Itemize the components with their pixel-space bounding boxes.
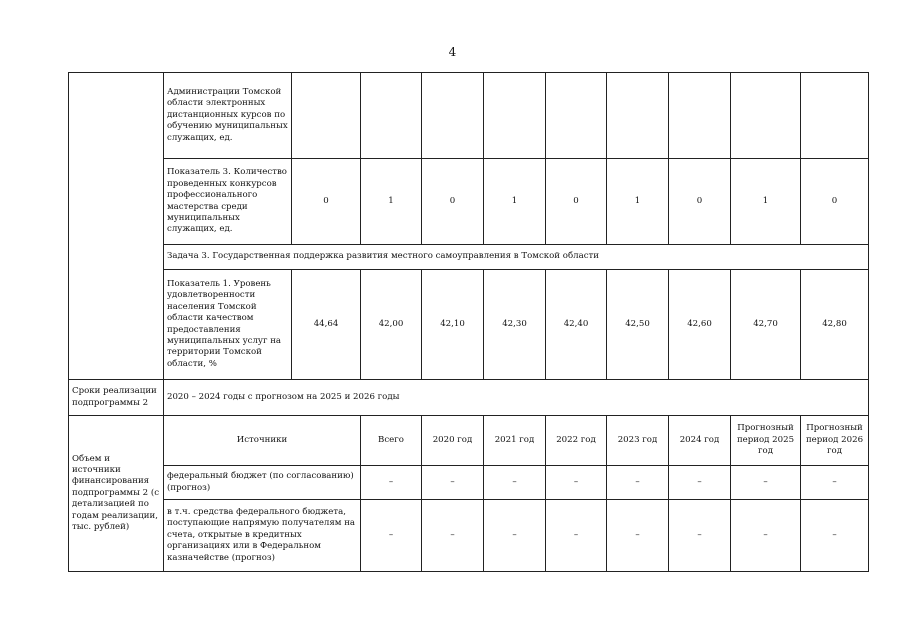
financing-header: Прогнозный период 2025 год bbox=[731, 416, 801, 466]
financing-value: – bbox=[422, 466, 484, 500]
indicator3-value: 0 bbox=[422, 159, 484, 245]
indicator3-value: 0 bbox=[292, 159, 361, 245]
indicator1-value: 42,70 bbox=[731, 270, 801, 380]
indicator3-value: 1 bbox=[607, 159, 669, 245]
table-row bbox=[69, 270, 869, 380]
table-row bbox=[69, 245, 869, 270]
indicator1-value: 42,00 bbox=[361, 270, 422, 380]
financing-header: Прогнозный период 2026 год bbox=[801, 416, 869, 466]
indicator1-value: 42,50 bbox=[607, 270, 669, 380]
indicator1-value: 42,10 bbox=[422, 270, 484, 380]
table-row bbox=[69, 416, 869, 466]
indicator3-value: 0 bbox=[801, 159, 869, 245]
financing-label: Объем и источники финансирования подпрограммы 2 (с детализацией по годам реализации, тыс. рублей) bbox=[69, 416, 164, 572]
financing-header: 2023 год bbox=[607, 416, 669, 466]
financing-value: – bbox=[607, 466, 669, 500]
financing-source: федеральный бюджет (по согласованию) (прогноз) bbox=[164, 466, 361, 500]
financing-value: – bbox=[361, 466, 422, 500]
task3-heading: Задача 3. Государственная поддержка развития местного самоуправления в Томской области bbox=[164, 245, 869, 270]
merged-left-cell bbox=[69, 73, 164, 380]
indicator1-value: 42,80 bbox=[801, 270, 869, 380]
financing-value: – bbox=[731, 466, 801, 500]
financing-header: 2022 год bbox=[546, 416, 607, 466]
financing-header: 2021 год bbox=[484, 416, 546, 466]
table-row bbox=[69, 380, 869, 416]
financing-source: в т.ч. средства федерального бюджета, поступающие напрямую получателям на счета, открытые в кредитных организациях или в Федеральном казначействе (прогноз) bbox=[164, 500, 361, 572]
financing-header: Всего bbox=[361, 416, 422, 466]
financing-value: – bbox=[484, 500, 546, 572]
financing-value: – bbox=[801, 500, 869, 572]
financing-header-sources: Источники bbox=[164, 416, 361, 466]
financing-value: – bbox=[484, 466, 546, 500]
table-row bbox=[69, 466, 869, 500]
financing-value: – bbox=[546, 500, 607, 572]
indicator3-value: 1 bbox=[361, 159, 422, 245]
financing-value: – bbox=[669, 466, 731, 500]
terms-label: Сроки реализации подпрограммы 2 bbox=[69, 380, 164, 416]
table-row bbox=[69, 73, 869, 159]
indicator1-value: 42,60 bbox=[669, 270, 731, 380]
financing-value: – bbox=[801, 466, 869, 500]
indicator3-value: 1 bbox=[484, 159, 546, 245]
page-number: 4 bbox=[448, 45, 457, 59]
indicator1-value: 42,40 bbox=[546, 270, 607, 380]
financing-value: – bbox=[422, 500, 484, 572]
financing-header: 2024 год bbox=[669, 416, 731, 466]
financing-value: – bbox=[669, 500, 731, 572]
financing-value: – bbox=[361, 500, 422, 572]
indicator1-value: 44,64 bbox=[292, 270, 361, 380]
indicator1-label: Показатель 1. Уровень удовлетворенности населения Томской области качеством предоставления муниципальных услуг на территории Томской области, % bbox=[164, 270, 292, 380]
indicator1-value: 42,30 bbox=[484, 270, 546, 380]
indicator3-label: Показатель 3. Количество проведенных конкурсов профессионального мастерства среди муниципальных служащих, ед. bbox=[164, 159, 292, 245]
subprogram-passport-table bbox=[68, 72, 869, 572]
terms-value: 2020 – 2024 годы с прогнозом на 2025 и 2026 годы bbox=[164, 380, 869, 416]
table-row bbox=[69, 500, 869, 572]
financing-header: 2020 год bbox=[422, 416, 484, 466]
indicator3-value: 0 bbox=[546, 159, 607, 245]
financing-value: – bbox=[731, 500, 801, 572]
table-row bbox=[69, 159, 869, 245]
indicator3-value: 1 bbox=[731, 159, 801, 245]
admin-course-label: Администрации Томской области электронных дистанционных курсов по обучению муниципальных служащих, ед. bbox=[164, 73, 292, 159]
financing-value: – bbox=[546, 466, 607, 500]
financing-value: – bbox=[607, 500, 669, 572]
indicator3-value: 0 bbox=[669, 159, 731, 245]
